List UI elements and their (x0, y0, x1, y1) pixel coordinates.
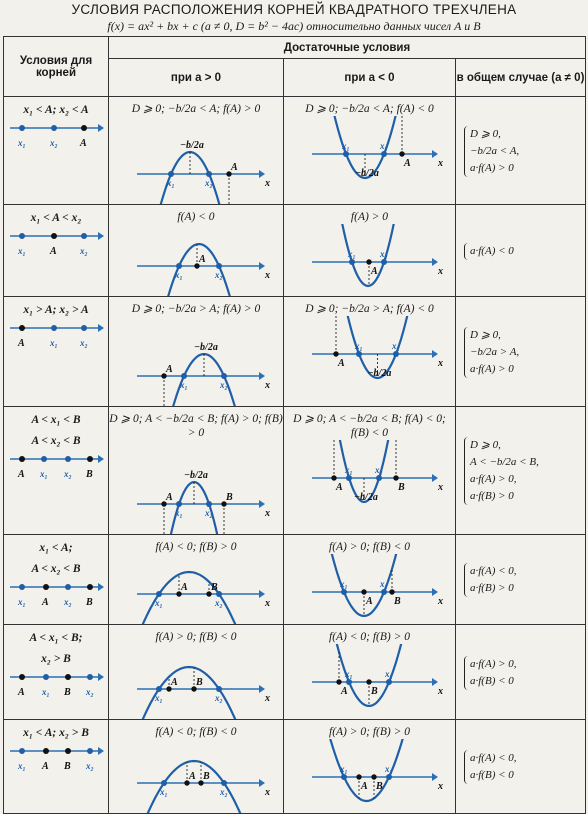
marker-x2 (87, 674, 93, 680)
general-case-system (464, 750, 585, 784)
root-label-x1: x₁ (342, 141, 350, 151)
a-negative-cell (284, 720, 456, 814)
general-condition: a·f(A) > 0, (470, 657, 517, 670)
root-x2 (386, 774, 392, 780)
marker-label-x1: x₁ (42, 687, 50, 697)
root-label-x2: x₂ (392, 341, 400, 351)
a-negative-condition: f(A) > 0; f(B) > 0 (329, 726, 410, 738)
a-positive-cell (109, 720, 284, 814)
x-axis-label: x (265, 598, 270, 609)
a-negative-condition: D ⩾ 0; −b/2a > A; f(A) < 0 (305, 303, 434, 315)
marker-x2 (87, 748, 93, 754)
a-negative-cell (284, 205, 456, 297)
parabola-graph (109, 440, 281, 534)
marker-label-A: A (80, 138, 87, 149)
x-axis-arrow (259, 685, 265, 693)
marker-x2 (65, 456, 71, 462)
root-x1 (346, 475, 352, 481)
x-axis-arrow (259, 262, 265, 270)
root-x1 (176, 263, 182, 269)
point-label-A: A (404, 158, 411, 169)
marker-x1 (43, 674, 49, 680)
root-condition-cell (4, 625, 109, 720)
parabola-curve (137, 667, 241, 719)
a-negative-cell (284, 625, 456, 720)
marker-A (51, 233, 57, 239)
a-positive-condition: f(A) > 0; f(B) < 0 (155, 631, 237, 643)
a-positive-cell (109, 407, 284, 535)
root-x2 (386, 679, 392, 685)
marker-label-A: A (18, 338, 25, 349)
general-case-system (464, 437, 585, 505)
root-condition-cell (4, 205, 109, 297)
x-axis-label: x (438, 358, 443, 369)
root-x1 (343, 151, 349, 157)
root-x1 (341, 774, 347, 780)
general-condition: −b/2a > A, (470, 345, 520, 358)
header-a-negative: при a < 0 (284, 59, 456, 97)
parabola-graph (284, 440, 454, 534)
root-x1 (356, 351, 362, 357)
number-line (4, 577, 104, 611)
a-negative-condition: f(A) < 0; f(B) > 0 (329, 631, 410, 643)
root-x2 (221, 780, 227, 786)
root-condition-label: A < x₂ < B (31, 435, 81, 447)
vertex-label: −b/2a (367, 368, 392, 379)
x-axis-arrow (432, 588, 438, 596)
root-condition-label: x₁ < A; x₂ > B (23, 727, 89, 739)
general-case-cell (456, 720, 586, 814)
general-case-cell (456, 407, 586, 535)
number-line (4, 449, 104, 483)
a-positive-condition: f(A) < 0; f(B) < 0 (155, 726, 237, 738)
point-A (399, 151, 404, 156)
root-x1 (161, 780, 167, 786)
point-label-B: B (376, 781, 383, 792)
point-label-B: B (398, 482, 405, 493)
root-condition-cell (4, 297, 109, 407)
point-A (331, 475, 336, 480)
x-axis-label: x (438, 482, 443, 493)
x-axis-label: x (265, 693, 270, 704)
x-axis-label: x (265, 508, 270, 519)
marker-label-A: A (42, 761, 49, 772)
general-case-system (464, 327, 585, 378)
parabola-graph (109, 316, 281, 406)
marker-A (19, 325, 25, 331)
root-label-x1: x₁ (340, 579, 348, 589)
table-row (4, 720, 586, 814)
marker-label-x2: x₂ (80, 338, 88, 348)
root-condition-label: x₁ < A < x₂ (30, 212, 82, 224)
marker-label-B: B (86, 597, 93, 608)
a-negative-cell (284, 535, 456, 625)
point-label-A: A (166, 364, 173, 375)
root-label-x1: x₁ (160, 787, 168, 797)
a-negative-cell (284, 407, 456, 535)
x-axis-label: x (438, 781, 443, 792)
parabola-graph (109, 739, 281, 813)
marker-label-A: A (50, 246, 57, 257)
x-axis-arrow (432, 474, 438, 482)
vertex-label: −b/2a (184, 470, 208, 481)
parabola-graph (284, 644, 454, 719)
general-condition: a·f(A) > 0 (470, 161, 514, 174)
general-condition: a·f(A) > 0, (470, 473, 517, 485)
x-axis-arrow (259, 170, 265, 178)
header-general-case: в общем случае (a ≠ 0) (456, 59, 586, 97)
x-axis-arrow (432, 350, 438, 358)
general-condition: a·f(B) < 0 (470, 769, 514, 781)
marker-B (65, 748, 71, 754)
a-negative-condition: D ⩾ 0; A < −b/2a < B; f(A) < 0; f(B) < 0 (293, 413, 446, 439)
root-label-x2: x₂ (220, 380, 228, 390)
axis-arrow (98, 673, 104, 681)
point-label-A: A (338, 358, 345, 369)
general-condition: a·f(A) < 0, (470, 565, 517, 577)
point-B (389, 589, 394, 594)
general-case-system (464, 126, 585, 177)
root-label-x1: x₁ (180, 380, 188, 390)
root-label-x2: x₂ (205, 508, 213, 518)
root-condition-cell (4, 407, 109, 535)
parabola-graph (284, 316, 454, 406)
point-B (371, 774, 376, 779)
marker-label-x1: x₁ (18, 761, 26, 771)
marker-label-x1: x₁ (40, 469, 48, 479)
marker-x1 (19, 125, 25, 131)
a-positive-condition: D ⩾ 0; −b/2a > A; f(A) > 0 (131, 303, 261, 315)
point-label-B: B (226, 492, 233, 503)
marker-label-x2: x₂ (64, 469, 72, 479)
number-line (4, 118, 104, 152)
root-label-x2: x₂ (385, 764, 393, 774)
point-label-A: A (371, 266, 378, 277)
root-x2 (376, 475, 382, 481)
axis-arrow (98, 747, 104, 755)
marker-x1 (41, 456, 47, 462)
general-case-system (464, 563, 585, 597)
point-label-A: A (166, 492, 173, 503)
parabola-graph (109, 644, 281, 719)
x-axis-label: x (438, 686, 443, 697)
x-axis-arrow (259, 779, 265, 787)
root-label-x1: x₁ (167, 178, 175, 188)
vertex-label: −b/2a (194, 342, 218, 353)
axis-arrow (98, 124, 104, 132)
marker-B (65, 674, 71, 680)
root-label-x1: x₁ (345, 669, 353, 679)
a-positive-cell (109, 97, 284, 205)
table-row (4, 205, 586, 297)
x-axis-arrow (259, 500, 265, 508)
a-positive-cell (109, 535, 284, 625)
parabola-graph (284, 224, 454, 296)
a-positive-cell (109, 625, 284, 720)
x-axis-arrow (432, 678, 438, 686)
root-x1 (181, 373, 187, 379)
a-negative-cell (284, 97, 456, 205)
x-axis-label: x (265, 787, 270, 798)
marker-label-A: A (18, 469, 25, 480)
x-axis-arrow (259, 590, 265, 598)
general-case-system (464, 243, 585, 260)
general-case-cell (456, 535, 586, 625)
a-negative-condition: D ⩾ 0; −b/2a < A; f(A) < 0 (305, 103, 434, 115)
parabola-graph (109, 554, 281, 624)
root-label-x1: x₁ (175, 270, 183, 280)
conditions-table (3, 36, 586, 814)
root-x2 (206, 171, 212, 177)
marker-B (87, 584, 93, 590)
root-label-x2: x₂ (375, 465, 383, 475)
general-case-cell (456, 297, 586, 407)
general-condition: A < −b/2a < B, (470, 456, 539, 468)
root-condition-cell (4, 720, 109, 814)
number-line (4, 741, 104, 775)
point-A (333, 351, 338, 356)
point-label-B: B (203, 771, 210, 782)
general-condition: D ⩾ 0, (470, 328, 501, 341)
marker-label-x2: x₂ (50, 138, 58, 148)
root-x1 (156, 686, 162, 692)
parabola-graph (284, 739, 454, 813)
general-case-cell (456, 97, 586, 205)
general-condition: D ⩾ 0, (470, 439, 501, 451)
x-axis-arrow (259, 372, 265, 380)
point-label-A: A (199, 254, 206, 265)
root-label-x2: x₂ (220, 787, 228, 797)
axis-arrow (98, 583, 104, 591)
marker-A (81, 125, 87, 131)
a-positive-condition: D ⩾ 0; A < −b/2a < B; f(A) > 0; f(B) > 0 (109, 413, 283, 439)
general-case-system (464, 656, 585, 690)
point-label-A: A (171, 677, 178, 688)
root-label-x2: x₂ (380, 141, 388, 151)
root-label-x1: x₁ (175, 508, 183, 518)
root-x2 (216, 686, 222, 692)
marker-label-x1: x₁ (18, 246, 26, 256)
parabola-curve (142, 761, 246, 813)
general-condition: a·f(B) < 0 (470, 674, 514, 687)
point-A (336, 679, 341, 684)
table-row (4, 97, 586, 205)
root-label-x1: x₁ (155, 598, 163, 608)
marker-label-B: B (64, 761, 71, 772)
root-x1 (349, 259, 355, 265)
marker-label-x2: x₂ (64, 597, 72, 607)
root-label-x2: x₂ (385, 669, 393, 679)
axis-arrow (98, 455, 104, 463)
root-condition-label: A < x₂ < B (31, 563, 81, 575)
point-A (356, 774, 361, 779)
marker-x1 (19, 584, 25, 590)
point-label-A: A (366, 596, 373, 607)
point-label-A: A (341, 686, 348, 697)
point-label-A: A (361, 781, 368, 792)
root-x2 (381, 589, 387, 595)
vertex-label: −b/2a (180, 140, 204, 151)
marker-x2 (81, 233, 87, 239)
general-condition: a·f(A) < 0, (470, 752, 517, 764)
general-condition: D ⩾ 0, (470, 127, 501, 140)
a-positive-condition: f(A) < 0 (177, 211, 215, 223)
point-label-A: A (231, 162, 238, 173)
marker-label-x2: x₂ (86, 687, 94, 697)
point-A (366, 259, 371, 264)
header-sufficient: Достаточные условия (109, 37, 586, 59)
root-x2 (381, 151, 387, 157)
root-x1 (168, 171, 174, 177)
x-axis-label: x (438, 158, 443, 169)
marker-A (19, 456, 25, 462)
general-condition: a·f(B) > 0 (470, 582, 514, 594)
root-condition-label: A < x₁ < B; (29, 632, 83, 644)
root-condition-label: x₁ < A; x₂ < A (23, 104, 89, 116)
x-axis-label: x (438, 266, 443, 277)
marker-label-A: A (18, 687, 25, 698)
marker-label-x1: x₁ (50, 338, 58, 348)
a-negative-condition: f(A) > 0; f(B) < 0 (329, 541, 410, 553)
table-row (4, 297, 586, 407)
a-positive-condition: D ⩾ 0; −b/2a < A; f(A) > 0 (131, 103, 261, 115)
root-condition-label: x₁ < A; (39, 542, 73, 554)
point-B (393, 475, 398, 480)
a-positive-condition: f(A) < 0; f(B) > 0 (155, 541, 237, 553)
header-a-positive: при a > 0 (109, 59, 284, 97)
root-condition-label: x₂ > B (41, 653, 71, 665)
table-row (4, 535, 586, 625)
marker-label-x2: x₂ (86, 761, 94, 771)
root-x2 (381, 259, 387, 265)
marker-x1 (51, 325, 57, 331)
a-positive-cell (109, 297, 284, 407)
root-label-x2: x₂ (215, 270, 223, 280)
point-label-B: B (196, 677, 203, 688)
root-x2 (216, 263, 222, 269)
point-label-B: B (371, 686, 378, 697)
root-x2 (393, 351, 399, 357)
root-x2 (206, 501, 212, 507)
root-x2 (221, 373, 227, 379)
root-label-x1: x₁ (345, 465, 353, 475)
root-condition-label: x₁ > A; x₂ > A (23, 304, 89, 316)
marker-B (87, 456, 93, 462)
vertex-label: −b/2a (354, 492, 378, 503)
marker-A (43, 748, 49, 754)
x-axis-label: x (265, 380, 270, 391)
root-x1 (341, 589, 347, 595)
point-label-A: A (336, 482, 343, 493)
point-A (361, 589, 366, 594)
root-condition-cell (4, 97, 109, 205)
marker-A (19, 674, 25, 680)
point-label-A: A (189, 771, 196, 782)
axis-arrow (98, 324, 104, 332)
root-condition-label: A < x₁ < B (31, 414, 81, 426)
root-label-x2: x₂ (380, 579, 388, 589)
x-axis-arrow (432, 773, 438, 781)
x-axis-label: x (265, 178, 270, 189)
marker-x2 (81, 325, 87, 331)
root-label-x2: x₂ (215, 693, 223, 703)
parabola-graph (284, 554, 454, 624)
marker-x2 (51, 125, 57, 131)
page-title: УСЛОВИЯ РАСПОЛОЖЕНИЯ КОРНЕЙ КВАДРАТНОГО ТРЕХЧЛЕНА (71, 2, 517, 17)
root-x1 (346, 679, 352, 685)
marker-label-A: A (42, 597, 49, 608)
general-case-cell (456, 625, 586, 720)
marker-label-B: B (86, 469, 93, 480)
point-label-B: B (211, 582, 218, 593)
header-root-conditions: Условия для корней (4, 37, 109, 97)
parabola-curve (137, 572, 241, 624)
general-case-cell (456, 205, 586, 297)
root-label-x1: x₁ (155, 693, 163, 703)
root-label-x1: x₁ (340, 764, 348, 774)
general-condition: a·f(A) > 0 (470, 362, 514, 375)
marker-label-x1: x₁ (18, 597, 26, 607)
root-label-x2: x₂ (205, 178, 213, 188)
marker-A (43, 584, 49, 590)
parabola-graph (109, 116, 281, 204)
marker-label-B: B (64, 687, 71, 698)
marker-x1 (19, 748, 25, 754)
table-row (4, 625, 586, 720)
root-condition-cell (4, 535, 109, 625)
number-line (4, 226, 104, 260)
a-positive-cell (109, 205, 284, 297)
number-line (4, 318, 104, 352)
axis-arrow (98, 232, 104, 240)
vertex-label: −b/2a (355, 168, 379, 179)
root-label-x2: x₂ (215, 598, 223, 608)
page-subtitle: f(x) = ax² + bx + c (a ≠ 0, D = b² − 4ac) относительно данных чисел A и B (107, 19, 481, 33)
general-condition: −b/2a < A, (470, 144, 520, 157)
x-axis-label: x (438, 596, 443, 607)
root-label-x1: x₁ (355, 341, 363, 351)
root-x1 (156, 591, 162, 597)
general-condition: a·f(B) > 0 (470, 490, 514, 502)
root-label-x2: x₂ (380, 249, 388, 259)
point-label-B: B (394, 596, 401, 607)
point-label-A: A (181, 582, 188, 593)
general-condition: a·f(A) < 0 (470, 244, 514, 257)
marker-label-x2: x₂ (80, 246, 88, 256)
marker-x2 (65, 584, 71, 590)
root-x1 (176, 501, 182, 507)
x-axis-label: x (265, 270, 270, 281)
point-B (366, 679, 371, 684)
a-negative-cell (284, 297, 456, 407)
root-label-x1: x₁ (348, 249, 356, 259)
number-line (4, 667, 104, 701)
x-axis-arrow (432, 150, 438, 158)
marker-label-x1: x₁ (18, 138, 26, 148)
parabola-graph (284, 116, 454, 204)
marker-x1 (19, 233, 25, 239)
a-negative-condition: f(A) > 0 (350, 211, 389, 223)
table-row (4, 407, 586, 535)
x-axis-arrow (432, 258, 438, 266)
parabola-graph (109, 224, 281, 296)
